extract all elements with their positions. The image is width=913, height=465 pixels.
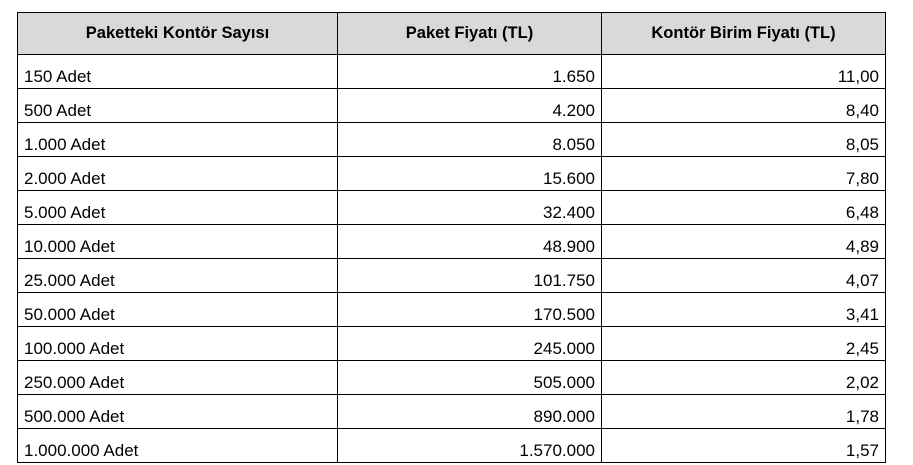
table-row [18,429,886,463]
header-package-price: Paket Fiyatı (TL) [338,13,602,55]
package-count-cell: 100.000 Adet [18,327,338,361]
header-package-count: Paketteki Kontör Sayısı [18,13,338,55]
package-price-cell: 4.200 [338,89,602,123]
table-row [18,327,886,361]
table-row [18,123,886,157]
table-row [18,55,886,89]
package-price-cell: 32.400 [338,191,602,225]
package-price-cell: 1.570.000 [338,429,602,463]
unit-price-cell: 8,05 [602,123,886,157]
package-count-cell: 150 Adet [18,55,338,89]
unit-price-cell: 3,41 [602,293,886,327]
package-price-cell: 15.600 [338,157,602,191]
unit-price-cell: 4,07 [602,259,886,293]
unit-price-cell: 7,80 [602,157,886,191]
table-row [18,395,886,429]
package-count-cell: 25.000 Adet [18,259,338,293]
unit-price-cell: 4,89 [602,225,886,259]
package-price-cell: 48.900 [338,225,602,259]
table-row [18,191,886,225]
unit-price-cell: 8,40 [602,89,886,123]
unit-price-cell: 1,78 [602,395,886,429]
unit-price-cell: 6,48 [602,191,886,225]
table-row [18,225,886,259]
package-price-cell: 170.500 [338,293,602,327]
package-count-cell: 5.000 Adet [18,191,338,225]
package-count-cell: 1.000.000 Adet [18,429,338,463]
package-count-cell: 500 Adet [18,89,338,123]
table-row [18,89,886,123]
package-price-cell: 101.750 [338,259,602,293]
package-price-cell: 245.000 [338,327,602,361]
package-price-cell: 8.050 [338,123,602,157]
package-count-cell: 500.000 Adet [18,395,338,429]
package-price-cell: 890.000 [338,395,602,429]
table-row [18,259,886,293]
price-table [17,12,886,463]
package-count-cell: 50.000 Adet [18,293,338,327]
unit-price-cell: 11,00 [602,55,886,89]
header-unit-price: Kontör Birim Fiyatı (TL) [602,13,886,55]
package-count-cell: 2.000 Adet [18,157,338,191]
unit-price-cell: 2,45 [602,327,886,361]
package-count-cell: 250.000 Adet [18,361,338,395]
package-price-cell: 1.650 [338,55,602,89]
table-row [18,361,886,395]
unit-price-cell: 1,57 [602,429,886,463]
table-row [18,157,886,191]
unit-price-cell: 2,02 [602,361,886,395]
package-count-cell: 1.000 Adet [18,123,338,157]
table-row [18,293,886,327]
package-count-cell: 10.000 Adet [18,225,338,259]
package-price-cell: 505.000 [338,361,602,395]
table-header-row [18,13,886,55]
table-body [18,55,886,463]
